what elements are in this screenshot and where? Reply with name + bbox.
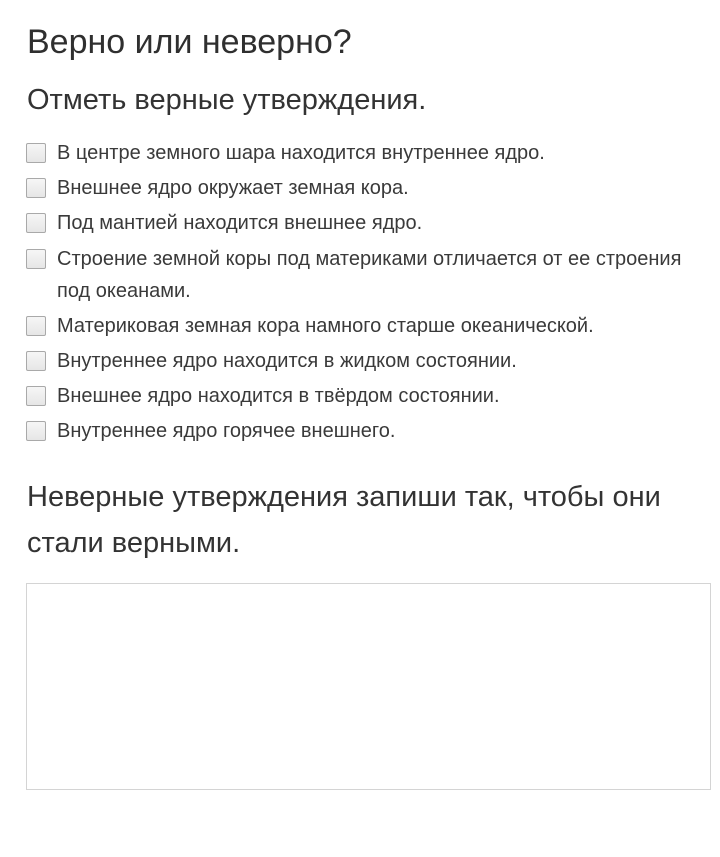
statement-option[interactable] (26, 380, 710, 412)
statement-option[interactable] (26, 345, 710, 377)
statement-checkbox[interactable] (26, 386, 46, 406)
rewrite-instruction: Неверные утверждения запиши так, чтобы они стали верными. (27, 481, 661, 559)
statement-checkbox[interactable] (26, 213, 46, 233)
statement-option[interactable] (26, 415, 710, 447)
statement-option[interactable] (26, 310, 710, 342)
statement-label: Строение земной коры под материками отличается от ее строения под океанами. (57, 247, 682, 302)
statement-label: Под мантией находится внешнее ядро. (57, 212, 423, 235)
answer-textarea[interactable] (26, 583, 711, 790)
statement-label: Внутреннее ядро горячее внешнего. (57, 420, 396, 443)
statement-label: В центре земного шара находится внутреннее ядро. (57, 142, 545, 164)
statements-list (26, 137, 710, 451)
statement-option[interactable] (26, 137, 710, 169)
statement-checkbox[interactable] (26, 178, 46, 198)
statement-label: Внешнее ядро окружает земная кора. (57, 177, 409, 200)
statement-label: Внутреннее ядро находится в жидком состоянии. (57, 349, 517, 372)
statement-checkbox[interactable] (26, 249, 46, 269)
page-title: Верно или неверно? (27, 23, 352, 61)
statement-label: Материковая земная кора намного старше океанической. (57, 314, 594, 337)
statement-option[interactable] (26, 172, 710, 204)
statement-checkbox[interactable] (26, 351, 46, 371)
statement-checkbox[interactable] (26, 421, 46, 441)
statement-label: Внешнее ядро находится в твёрдом состоянии. (57, 385, 500, 408)
statement-checkbox[interactable] (26, 316, 46, 336)
task-subtitle: Отметь верные утверждения. (27, 84, 427, 116)
statement-option[interactable] (26, 207, 710, 239)
statement-checkbox[interactable] (26, 143, 46, 163)
statement-option[interactable] (26, 243, 710, 307)
